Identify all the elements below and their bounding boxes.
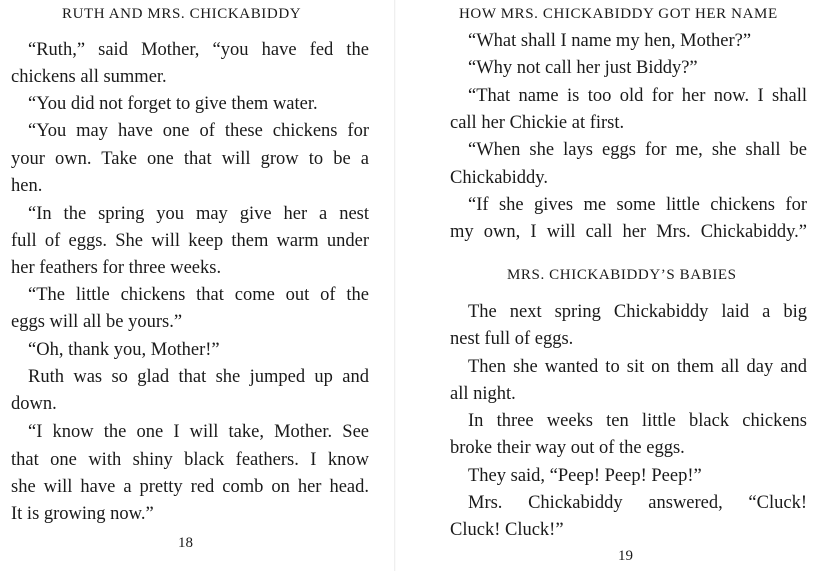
left-page-number: 18 [178,535,193,551]
left-running-head: RUTH AND MRS. CHICKABIDDY [62,6,302,22]
text-line: call her Chickie at first. [450,113,625,133]
text-line: Then she wanted to sit on them all day and [468,357,807,377]
text-line: she will have a pretty red comb on her head. [11,477,369,497]
right-running-head: HOW MRS. CHICKABIDDY GOT HER NAME [459,6,778,22]
text-line: that one with shiny black feathers. I know [11,450,369,470]
right-page [402,0,815,571]
text-line: your own. Take one that will grow to be a [11,149,369,169]
text-line: The next spring Chickabiddy laid a big [468,302,807,322]
text-line: It is growing now.” [11,504,154,524]
text-line: my own, I will call her Mrs. Chickabiddy.” [450,222,807,242]
text-line: In three weeks ten little black chickens [468,411,807,431]
text-line: “The little chickens that come out of the [28,285,369,305]
text-line: “Ruth,” said Mother, “you have fed the [28,40,369,60]
text-line: “Why not call her just Biddy?” [468,58,698,78]
text-line: They said, “Peep! Peep! Peep!” [468,466,702,486]
text-line: her feathers for three weeks. [11,258,222,278]
book-gutter [394,0,396,571]
text-line: “What shall I name my hen, Mother?” [468,31,752,51]
section-heading: MRS. CHICKABIDDY’S BABIES [507,267,737,283]
text-line: “I know the one I will take, Mother. See [28,422,369,442]
text-line: Cluck! Cluck!” [450,520,564,540]
text-line: all night. [450,384,516,404]
text-line: eggs will all be yours.” [11,312,183,332]
text-line: Chickabiddy. [450,168,548,188]
right-page-number: 19 [618,548,633,564]
text-line: “In the spring you may give her a nest [28,204,369,224]
text-line: chickens all summer. [11,67,167,87]
text-line: Ruth was so glad that she jumped up and [28,367,369,387]
text-line: nest full of eggs. [450,329,574,349]
text-line: “When she lays eggs for me, she shall be [468,140,807,160]
text-line: “That name is too old for her now. I shall [468,86,807,106]
text-line: “Oh, thank you, Mother!” [28,340,220,360]
text-line: full of eggs. She will keep them warm under [11,231,369,251]
text-line: “If she gives me some little chickens for [468,195,807,215]
text-line: “You may have one of these chickens for [28,121,369,141]
text-line: “You did not forget to give them water. [28,94,318,114]
text-line: Mrs. Chickabiddy answered, “Cluck! [468,493,807,513]
left-page [0,0,390,571]
text-line: broke their way out of the eggs. [450,438,685,458]
text-line: hen. [11,176,43,196]
text-line: down. [11,394,57,414]
